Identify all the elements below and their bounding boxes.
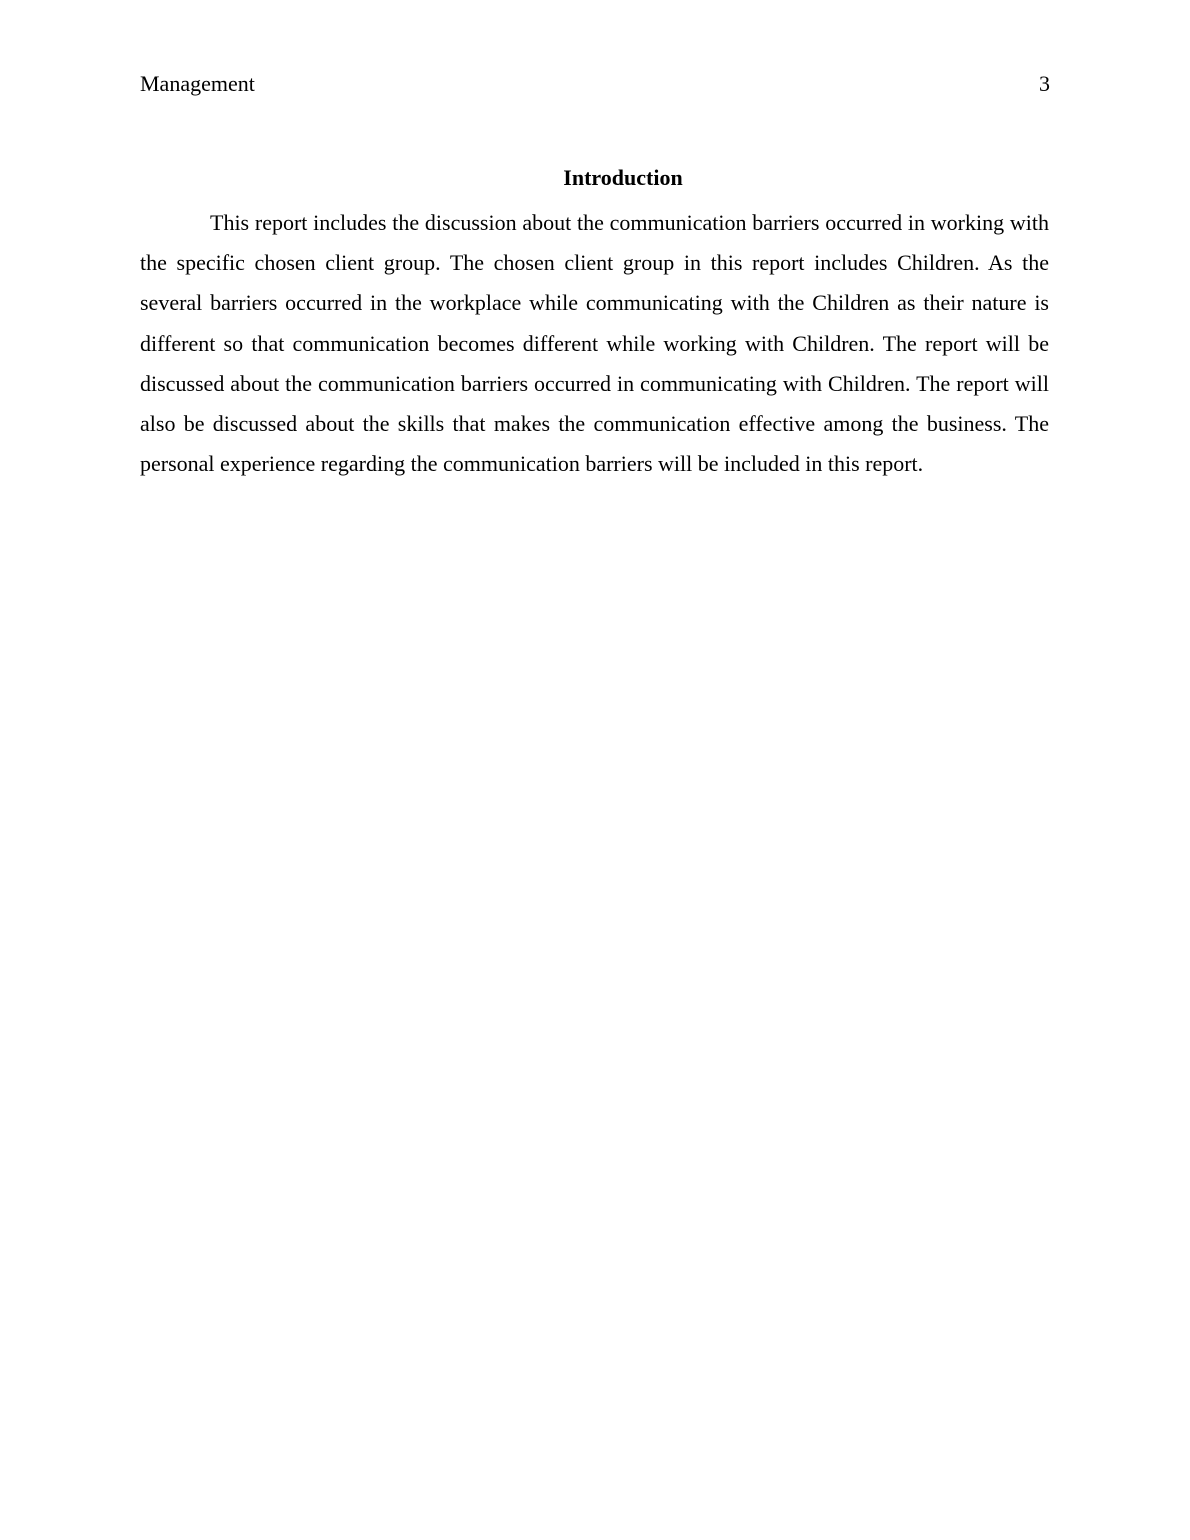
body-paragraph: This report includes the discussion about the communication barriers occurred in working with the specific chosen client group. The chosen client group in this report includes Children. As the several barriers occurred in the workplace while communicating with the Children as their nature is different so that communication becomes different while working with Children. The report will be discussed about the communication barriers occurred in communicating with Children. The report will also be discussed about the skills that makes the communication effective among the business. The personal experience regarding the communication barriers will be included in this report. — [140, 210, 1049, 477]
page-number: 3 — [1039, 71, 1050, 96]
running-head: Management — [140, 71, 255, 96]
section-heading: Introduction — [563, 165, 683, 190]
